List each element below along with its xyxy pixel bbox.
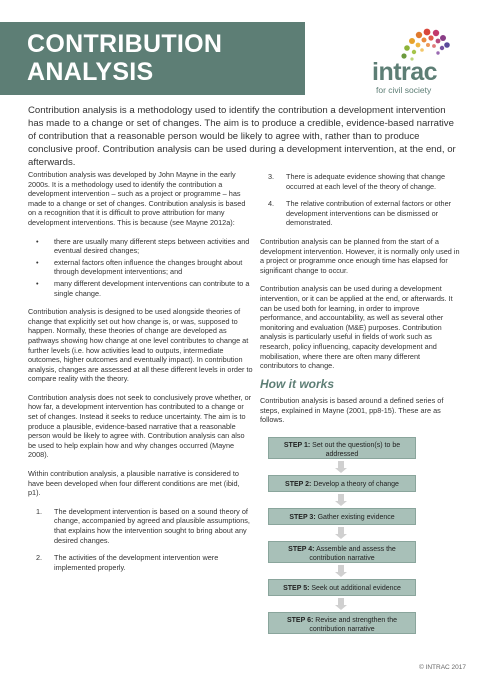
list-text: There is adequate evidence showing that change occurred at each level of the theory of change. [286,172,446,191]
conditions-list-left [28,507,254,573]
left-paragraph-1: Contribution analysis was developed by John Mayne in the early 2000s. It is a methodology used to identify the contribution a development intervention – such as a project or programme – has made to a change or set of changes. Contribution analysis is based on a recognition that it is difficult to prove attribution for many development interventions. This is because (see Mayne 2012a): [28,170,246,227]
list-text: The development intervention is based on a sound theory of change, accompanied by agreed and plausible assumptions, that explains how the intervention sought to bring about any desired changes. [54,506,250,545]
step-label: STEP 2: [285,481,312,489]
step-text: Set out the question(s) to be addressed [312,442,401,459]
step-label: STEP 1: [283,442,311,450]
logo-tagline: for civil society [376,85,432,95]
intro-paragraph: Contribution analysis is a methodology used to identify the contribution a development intervention has made to a change or set of changes. The aim is to produce a credible, evidence-based narrative of contribution that a reasonable person would be likely to agree with, rather than to produce conclusive proof. Contribution analysis can be used during a development intervention, at the end, or afterwards. [28,105,456,168]
list-item: • many different development interventions can contribute to a single change. [28,279,254,298]
list-item [28,507,254,545]
copyright-notice: © INTRAC 2017 [418,664,466,671]
left-column [28,170,254,581]
list-item: • external factors often influence the changes brought about through development interventions; and [28,258,254,277]
list-number: 1. [36,506,43,516]
list-item [28,553,254,572]
step-box-4 [268,541,416,563]
right-paragraph-2: Contribution analysis can be used during a development intervention, or it can be applied at the end, or afterwards. It can be used both for learning, in order to improve performance, and accountability, as well as several other monitoring and evaluation (M&E) purposes. Contribution analysis is particularly useful in fields of work such as research, policy influencing, capacity development and mobilisation, where there are often many different contributors to change. [260,284,453,371]
steps-flowchart [260,437,460,634]
step-box-3 [268,508,416,525]
step-label: STEP 5: [283,585,310,593]
logo-wordmark: intrac [372,58,438,86]
step-box-5 [268,579,416,596]
logo-dots-icon [392,28,452,62]
right-paragraph-1: Contribution analysis can be planned from the start of a development intervention. However, it is normally only used in a project or programme once enough time has elapsed for significant change to occur. [260,236,460,275]
reasons-bullet-list [28,237,254,299]
down-arrow-icon [268,459,416,475]
down-arrow-icon [268,596,416,612]
down-arrow-icon [268,525,416,541]
step-label: STEP 6: [286,617,314,625]
down-arrow-icon [268,563,416,579]
left-paragraph-4: Within contribution analysis, a plausible narrative is considered to have been developed when four different conditions are met (ibid, p1). [28,469,240,498]
step-label: STEP 3: [289,514,316,522]
down-arrow-icon [268,492,416,508]
step-box-6 [268,612,416,634]
title-line-2: ANALYSIS [27,58,154,86]
step-text: Seek out additional evidence [311,585,401,593]
list-number: 2. [36,553,43,563]
step-box-2 [268,475,416,492]
step-text: Develop a theory of change [313,481,399,489]
right-column [260,170,460,634]
list-number: 4. [268,199,275,209]
left-paragraph-2: Contribution analysis is designed to be used alongside theories of change that explicitly set out how change is, or was, supposed to happen. Normally, these theories of change are developed as pathways showing how change at one level contributes to change at further levels (i.e. how activities lead to outputs, intermediate outcomes, higher outcomes and eventually impact). In contribution analysis, changes are assessed at all these different levels in order to compare reality with the theory. [28,307,253,384]
list-item [260,199,460,228]
list-item [260,172,460,191]
intrac-logo [370,28,470,95]
step-text: Gather existing evidence [317,514,395,522]
conditions-list-right [260,172,460,228]
step-box-1 [268,437,416,459]
step-label: STEP 4: [288,546,315,554]
list-number: 3. [268,172,275,181]
step-text: Assemble and assess the contribution narrative [309,546,396,563]
page-title [27,30,222,86]
list-item: • there are usually many different steps between activities and eventual desired changes; [28,237,254,256]
step-text: Revise and strengthen the contribution narrative [309,617,397,634]
list-text: The relative contribution of external factors or other development interventions can be dismissed or demonstrated. [286,199,452,228]
title-line-1: CONTRIBUTION [27,30,223,58]
left-paragraph-3: Contribution analysis does not seek to conclusively prove whether, or how far, a development intervention has contributed to a change or set of changes. Instead it seeks to reduce uncertainty. The aim is to produce a plausible, evidence-based narrative that a reasonable person would be likely to agree with. Contribution analysis can also be used to help explain how and why changes occurred (Mayne 2008). [28,392,252,460]
right-paragraph-3: Contribution analysis is based around a defined series of steps, explained in Mayne (2001, pp8-15). These are as follows. [260,396,444,425]
header [0,0,480,95]
section-heading-how-it-works: How it works [260,376,335,391]
list-text: The activities of the development intervention were implemented properly. [54,553,219,572]
